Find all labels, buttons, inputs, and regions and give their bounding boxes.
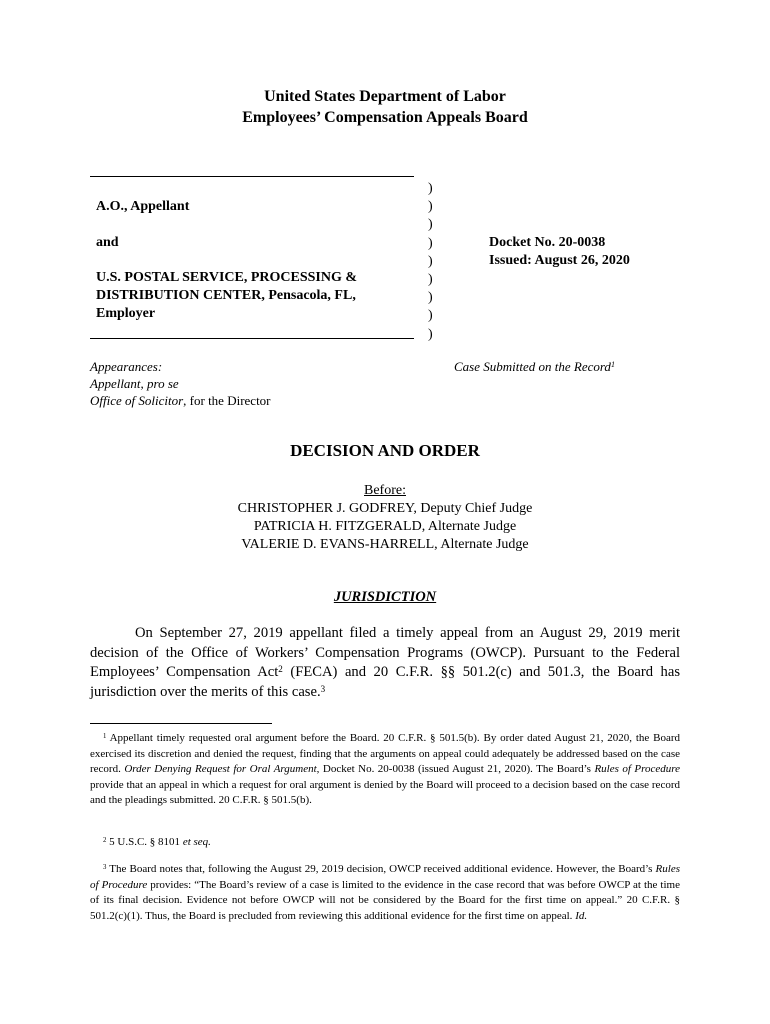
footnote-1 [90, 731, 680, 809]
case-submitted-text: Case Submitted on the Record [454, 359, 611, 374]
footnote-1-rules: Rules of Procedure [594, 763, 680, 775]
footnote-3-text-a: The Board notes that, following the August 29, 2019 decision, OWCP received additional evidence. However, the Board’s [106, 863, 656, 875]
case-submitted [454, 358, 615, 375]
footnote-3-rules: Rules of Procedure [90, 863, 680, 891]
solicitor-office: Office of Solicitor [90, 393, 184, 408]
footnote-ref-2: 2 [278, 664, 283, 675]
footnote-2-number: 2 [103, 836, 107, 844]
issued-date: Issued: August 26, 2020 [489, 253, 630, 268]
footnote-1-text-a: Appellant timely requested oral argument before the Board. 20 C.F.R. § 501.5(b). By order dated August 21, 2020, the Board exercised its discretion and denied the request, finding that the arguments on appeal could adequately be addressed based on the case record. [90, 732, 680, 775]
caption-top-rule [90, 176, 414, 177]
footnote-ref-1: 1 [610, 360, 615, 370]
judge-1: CHRISTOPHER J. GODFREY, Deputy Chief Judge [237, 501, 533, 516]
footnote-3-id: Id. [575, 909, 588, 922]
footnote-ref-3: 3 [320, 683, 326, 694]
paren: ) [428, 253, 433, 269]
judge-3: VALERIE D. EVANS-HARRELL, Alternate Judge [241, 537, 529, 552]
caption-and: and [96, 235, 119, 250]
footnote-1-number: 1 [103, 732, 107, 740]
decision-title: DECISION AND ORDER [290, 441, 480, 460]
appearances-block [90, 358, 271, 409]
agency-title: United States Department of Labor [264, 88, 506, 105]
paren: ) [428, 235, 433, 251]
paren: ) [428, 290, 433, 306]
appellant-representation: Appellant, pro se [90, 376, 179, 391]
appearances-label: Appearances: [90, 359, 163, 374]
jurisdiction-heading: JURISDICTION [333, 589, 437, 605]
footnote-1-text-e: provide that an appeal in which a request for oral argument is denied by the Board will proceed to a decision based on the case record and the pleadings submitted. 20 C.F.R. § 501.5(b). [90, 778, 680, 806]
paren: ) [428, 217, 433, 233]
employer-block [96, 269, 416, 323]
jurisdiction-paragraph [90, 624, 680, 702]
employer-line-2: DISTRIBUTION CENTER, Pensacola, FL, [96, 288, 356, 303]
judge-2: PATRICIA H. FITZGERALD, Alternate Judge [253, 519, 517, 534]
footnote-2 [90, 835, 680, 851]
before-block [0, 482, 770, 554]
footnote-separator [90, 723, 272, 724]
footnote-1-order-title: Order Denying Request for Oral Argument, [124, 763, 320, 775]
footnote-2-et-seq: et seq. [182, 836, 211, 848]
appellant-name: A.O., Appellant [96, 199, 190, 214]
solicitor-line [90, 392, 271, 409]
employer-line-1: U.S. POSTAL SERVICE, PROCESSING & [96, 270, 358, 285]
paren: ) [428, 181, 433, 196]
footnote-2-text: 5 U.S.C. § 8101 [106, 836, 183, 848]
before-label: Before: [364, 483, 406, 498]
board-title: Employees’ Compensation Appeals Board [242, 109, 528, 126]
caption-bottom-rule [90, 338, 414, 339]
footnote-3 [90, 862, 680, 924]
jurisdiction-text-1: On September 27, 2019 appellant filed a timely appeal from an August 29, 2019 merit decision of the Office of Workers’ Compensation Programs (OWCP). Pursuant to the Federal Employees’ Compensation Act [90, 625, 680, 681]
footnote-3-number: 3 [103, 863, 107, 871]
footnote-1-text-c: Docket No. 20-0038 (issued August 21, 2020). The Board’s [319, 763, 595, 775]
paren: ) [428, 199, 433, 215]
solicitor-role: , for the Director [183, 393, 271, 408]
jurisdiction-text-2: (FECA) and 20 C.F.R. §§ 501.2(c) and 501.3, the Board has jurisdiction over the merits of this case. [90, 664, 681, 700]
paren: ) [428, 326, 433, 342]
docket-number: Docket No. 20-0038 [489, 235, 606, 250]
paren: ) [428, 308, 433, 324]
employer-line-3: Employer [96, 306, 156, 321]
paren: ) [428, 271, 433, 287]
footnote-3-text-c: provides: “The Board’s review of a case is limited to the evidence in the case record that was before OWCP at the time of its final decision. Evidence not before OWCP will not be considered by the Board for the first time on appeal.” 20 C.F.R. § 501.2(c)(1). Thus, the Board is precluded from reviewing this additional evidence for the first time on appeal. [90, 878, 680, 922]
caption-paren-column [428, 180, 438, 344]
